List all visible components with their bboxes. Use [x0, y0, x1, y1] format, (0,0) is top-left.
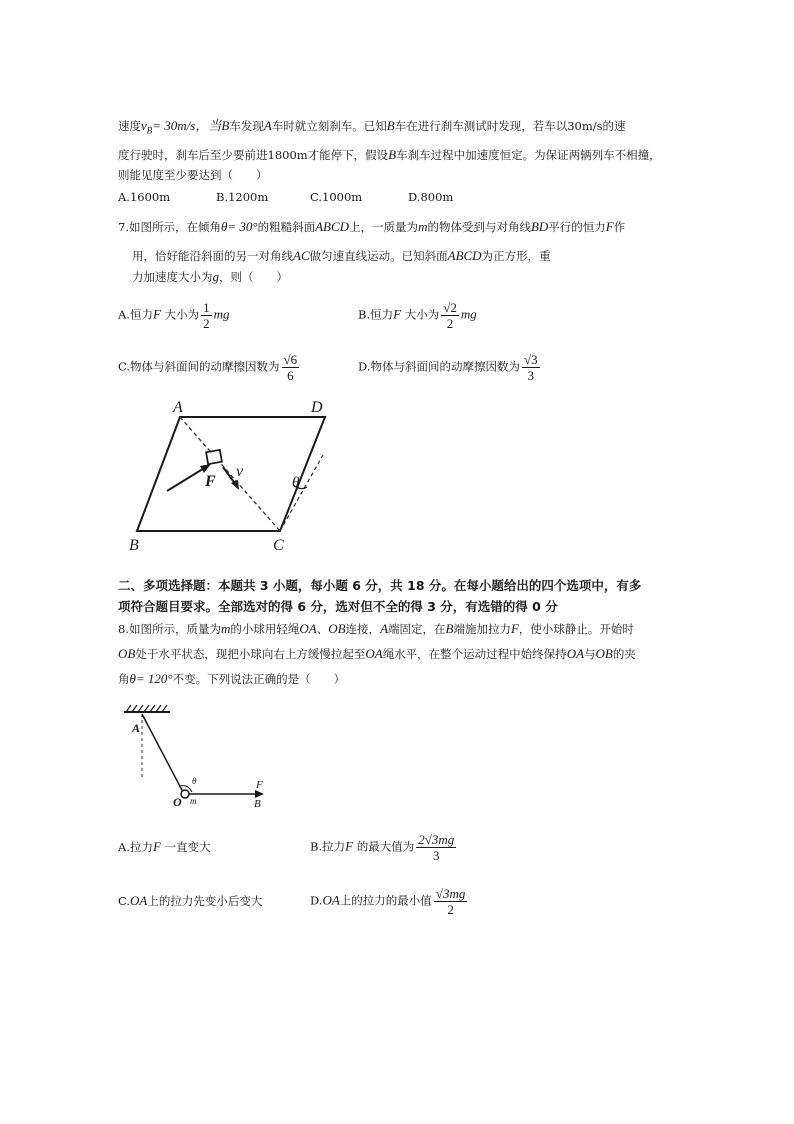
text: 车时就立刻刹车。已知 [271, 119, 387, 133]
label-v: v [236, 463, 244, 480]
text: 做匀速直线运动。已知斜面 [309, 249, 448, 263]
q6-option-d: D.800m [408, 190, 454, 204]
var-oa: OA [299, 621, 317, 636]
text: 速度 [118, 119, 141, 133]
q8-line-2 [118, 645, 636, 663]
numerator: √3mg [435, 886, 466, 901]
label-f: F [205, 473, 216, 490]
q8-option-c [118, 892, 262, 910]
numerator: √3 [523, 352, 538, 367]
text: 绳水平，在整个运动过程中始终保持 [382, 647, 567, 661]
text: 8.如图所示，质量为 [118, 622, 221, 636]
var-f: F [152, 306, 161, 322]
label-d: D [311, 399, 323, 416]
text: 、 [316, 622, 329, 636]
square-abcd [137, 417, 325, 531]
var-bd: BD [530, 219, 549, 234]
var-f: F [605, 219, 614, 234]
var-b: B [386, 118, 395, 133]
text: 车刹车过程中加速度恒定。为保证两辆列车不相撞， [396, 148, 661, 162]
text: D. [310, 893, 323, 908]
q7-incline-figure [115, 395, 340, 555]
section-2-heading-line-1: 二、多项选择题：本题共 3 小题，每小题 6 分，共 18 分。在每小题给出的四个选项中，有多 [118, 578, 642, 593]
ball [181, 790, 189, 798]
denominator: 2 [447, 902, 454, 917]
var-oa: OA [130, 893, 148, 908]
text: 上的拉力先变小后变大 [147, 894, 263, 908]
label-m: m [190, 796, 197, 806]
numerator: 2√3mg [418, 832, 455, 847]
var-oa: OA [322, 892, 340, 908]
label-o: O [173, 795, 182, 809]
numerator: 1 [203, 300, 210, 315]
q6-line-1 [118, 117, 626, 139]
q7-option-c [118, 352, 301, 383]
q6-option-c: C.1000m [310, 190, 363, 204]
text: = 30m/s，当 [152, 118, 222, 133]
q8-option-a [118, 838, 211, 856]
force-arrow [167, 467, 206, 491]
fraction [434, 886, 468, 917]
label-b: B [129, 537, 139, 554]
normal-line [280, 455, 323, 531]
text: 大小为 [404, 307, 440, 322]
text: 的夹 [612, 647, 636, 661]
var-a: A [263, 118, 272, 133]
text: 平行的恒力 [548, 220, 606, 234]
text: 为正方形，重 [481, 249, 551, 263]
var-abcd: ABCD [447, 248, 482, 263]
q8-option-d [310, 886, 469, 917]
label-theta: θ [192, 776, 197, 786]
q7-line-2 [132, 247, 551, 265]
fraction [522, 352, 540, 383]
text: B.恒力 [358, 307, 394, 322]
var-oa: OA [365, 646, 383, 661]
fraction [201, 300, 212, 331]
section-2-heading-line-2: 项符合题目要求。全部选对的得 6 分，选对但不全的得 3 分，有选错的得 0 分 [118, 599, 558, 614]
text: 度行驶时，刹车后至少要前进1800m才能停下，假设 [118, 148, 389, 162]
text: 7.如图所示，在倾角 [118, 220, 221, 234]
text: 的物体受到与对角线 [427, 220, 531, 234]
var-a: A [380, 621, 389, 636]
numerator: √2 [443, 300, 457, 315]
fraction [282, 352, 300, 383]
label-a: A [132, 721, 141, 735]
var-g: g [212, 269, 219, 284]
text: B.拉力 [310, 839, 346, 854]
text: A.恒力 [118, 307, 153, 322]
var-b: B [221, 118, 230, 133]
denominator: 2 [203, 316, 210, 331]
text: 与 [584, 647, 596, 661]
q6-option-a: A.1600m [118, 190, 171, 204]
text: 作 [613, 220, 626, 234]
fraction [416, 832, 456, 863]
force-arrowhead [200, 464, 211, 473]
var-f: F [393, 306, 402, 322]
subscript-b: B [146, 125, 153, 136]
text: 角 [118, 672, 130, 686]
var-f: F [152, 839, 161, 854]
var-ac: AC [293, 248, 310, 263]
force-arrowhead [255, 790, 264, 798]
text: 的小球用轻绳 [230, 622, 300, 636]
label-theta: θ [292, 475, 300, 491]
var-m: m [220, 621, 231, 636]
text: 用，恰好能沿斜面的另一对角线 [132, 249, 293, 263]
numerator: √6 [283, 352, 298, 367]
var-f: F [510, 621, 519, 636]
var-ob: OB [328, 621, 346, 636]
var-b: B [388, 147, 397, 162]
label-f: F [256, 779, 263, 791]
q8-rope-figure [118, 700, 278, 810]
q8-option-b [310, 832, 458, 863]
text: ，则（ ） [219, 270, 288, 284]
label-a: A [173, 399, 183, 416]
var-mg: mg [460, 306, 477, 322]
q7-option-d [358, 352, 542, 383]
text: 的粗糙斜面 [257, 220, 316, 234]
var-abcd: ABCD [315, 219, 350, 234]
var-ob: OB [118, 646, 136, 661]
q6-line-3 [118, 166, 268, 184]
fraction [441, 300, 459, 331]
denominator: 3 [432, 848, 440, 863]
var-v: v [141, 118, 147, 133]
ceiling-hatch [126, 705, 167, 712]
text: = 30° [227, 219, 258, 234]
text: 一直变大 [164, 840, 211, 854]
text: 处于水平状态，现把小球向右上方缓慢拉起至 [135, 647, 366, 661]
text: 上的拉力的最小值 [339, 893, 432, 908]
var-b: B [445, 621, 454, 636]
text: C. [118, 894, 131, 908]
text: 车发现 [229, 119, 264, 133]
text: ，使小球静止。开始时 [518, 622, 634, 636]
denominator: 6 [287, 368, 294, 383]
text: D.物体与斜面间的动摩擦因数为 [358, 359, 520, 374]
text: C.物体与斜面间的动摩擦因数为 [118, 359, 280, 374]
var-mg: mg [213, 306, 230, 322]
q7-option-b [358, 300, 477, 331]
var-ob: OB [595, 646, 613, 661]
q8-line-1 [118, 620, 634, 638]
var-oa: OA [566, 646, 585, 661]
var-f: F [345, 838, 354, 854]
q7-option-a [118, 300, 229, 331]
text: 大小为 [164, 307, 200, 322]
label-b: B [254, 798, 261, 810]
q6-line-2 [118, 146, 661, 164]
text: = 120° [135, 671, 173, 686]
var-m: m [418, 219, 428, 234]
q7-line-3 [132, 268, 288, 286]
text: A.拉力 [118, 840, 153, 854]
text: 连接， [345, 622, 381, 636]
q7-line-1 [118, 218, 625, 236]
q6-option-b: B.1200m [216, 190, 269, 204]
text: 端固定，在 [388, 622, 446, 636]
velocity-arrowhead [231, 480, 239, 490]
denominator: 3 [527, 368, 535, 383]
rope-oa [142, 714, 184, 794]
block [206, 450, 222, 464]
text: 端施加拉力 [453, 622, 511, 636]
var-theta: θ [129, 671, 136, 686]
text: 不变。下列说法正确的是（ ） [172, 672, 346, 686]
text: 则能见度至少要达到（ ） [118, 168, 268, 182]
text: 力加速度大小为 [132, 270, 213, 284]
text: 车在进行刹车测试时发现，若车以30m/s的速 [394, 119, 626, 133]
q8-line-3 [118, 670, 345, 688]
text: 上，一质量为 [349, 220, 419, 234]
var-theta: θ [220, 219, 228, 234]
denominator: 2 [446, 316, 454, 331]
label-c: C [273, 537, 284, 554]
text: 的最大值为 [356, 839, 415, 854]
